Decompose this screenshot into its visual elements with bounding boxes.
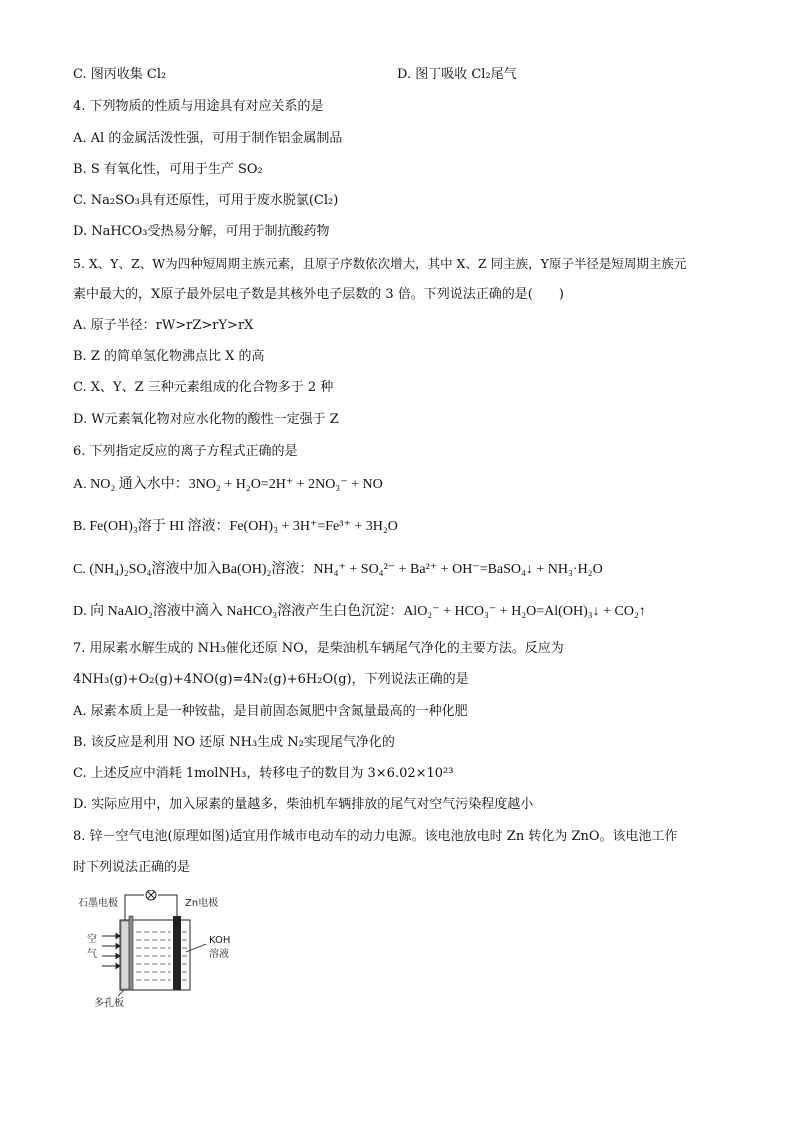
- solution-label: 溶液: [209, 949, 229, 960]
- q7-stem-line1: 7. 用尿素水解生成的 NH₃催化还原 NO，是柴油机车辆尾气净化的主要方法。反应为: [73, 641, 564, 656]
- air-label-1: 空: [87, 934, 97, 945]
- q6-option-d: D. 向 NaAlO₂溶液中滴入 NaHCO₃溶液产生白色沉淀：AlO₂⁻ + HCO₃⁻ + H₂O=Al(OH)₃↓ + CO₂↑: [73, 604, 646, 619]
- koh-label: KOH: [209, 935, 231, 946]
- q7-option-c: C. 上述反应中消耗 1molNH₃，转移电子的数目为 3×6.02×10²³: [73, 766, 454, 781]
- bulb-icon: [146, 890, 156, 900]
- q4-option-c: C. Na₂SO₃具有还原性，可用于废水脱氯(Cl₂): [73, 193, 339, 208]
- zn-electrode: [173, 916, 181, 990]
- porous-plate-label: 多孔板: [94, 998, 124, 1009]
- q5-option-c: C. X、Y、Z 三种元素组成的化合物多于 2 种: [73, 380, 334, 395]
- q8-stem-line2: 时下列说法正确的是: [73, 860, 191, 875]
- q5-option-d: D. W元素氧化物对应水化物的酸性一定强于 Z: [73, 412, 339, 427]
- q7-stem-line2: 4NH₃(g)+O₂(g)+4NO(g)=4N₂(g)+6H₂O(g)，下列说法正确的是: [73, 672, 469, 687]
- q4-option-b: B. S 有氧化性，可用于生产 SO₂: [73, 162, 263, 177]
- air-arrows: [102, 934, 120, 969]
- q5-option-a: A. 原子半径：rW>rZ>rY>rX: [73, 318, 254, 333]
- q7-option-d: D. 实际应用中，加入尿素的量越多，柴油机车辆排放的尾气对空气污染程度越小: [73, 797, 534, 812]
- air-label-2: 气: [87, 949, 97, 960]
- q6-option-a: A. NO₂ 通入水中：3NO₂ + H₂O=2H⁺ + 2NO₃⁻ + NO: [73, 477, 383, 492]
- graphite-electrode: [129, 916, 133, 990]
- graphite-electrode-label: 石墨电极: [78, 898, 118, 909]
- q5-stem-line2: 素中最大的，X原子最外层电子数是其核外电子层数的 3 倍。下列说法正确的是( ): [73, 287, 564, 302]
- porous-leader-line: [118, 990, 124, 996]
- porous-plate: [121, 921, 129, 989]
- q4-option-a: A. Al 的金属活泼性强，可用于制作铝金属制品: [73, 131, 343, 146]
- q7-option-b: B. 该反应是利用 NO 还原 NH₃生成 N₂实现尾气净化的: [73, 735, 395, 750]
- q7-option-a: A. 尿素本质上是一种铵盐，是目前固态氮肥中含氮量最高的一种化肥: [73, 704, 468, 719]
- wire-left: [125, 895, 144, 920]
- q6-stem: 6. 下列指定反应的离子方程式正确的是: [73, 444, 298, 459]
- q3-option-c: C. 图丙收集 Cl₂: [73, 67, 167, 82]
- zinc-air-battery-diagram: [78, 890, 268, 1010]
- q4-option-d: D. NaHCO₃受热易分解，可用于制抗酸药物: [73, 224, 330, 239]
- q6-option-c: C. (NH₄)₂SO₄溶液中加入Ba(OH)₂溶液：NH₄⁺ + SO₄²⁻ + Ba²⁺ + OH⁻=BaSO₄↓ + NH₃·H₂O: [73, 562, 603, 577]
- zn-electrode-label: Zn电极: [185, 898, 219, 909]
- q4-stem: 4. 下列物质的性质与用途具有对应关系的是: [73, 99, 324, 114]
- q8-stem-line1: 8. 锌－空气电池(原理如图)适宜用作城市电动车的动力电源。该电池放电时 Zn 转化为 ZnO。该电池工作: [73, 829, 678, 844]
- q5-option-b: B. Z 的简单氢化物沸点比 X 的高: [73, 349, 265, 364]
- q6-option-b: B. Fe(OH)₃溶于 HI 溶液：Fe(OH)₃ + 3H⁺=Fe³⁺ + 3H₂O: [73, 519, 398, 534]
- q5-stem-line1: 5. X、Y、Z、W为四种短周期主族元素，且原子序数依次增大，其中 X、Z 同主族，Y原子半径是短周期主族元: [73, 256, 687, 271]
- q3-option-d: D. 图丁吸收 Cl₂尾气: [397, 67, 517, 82]
